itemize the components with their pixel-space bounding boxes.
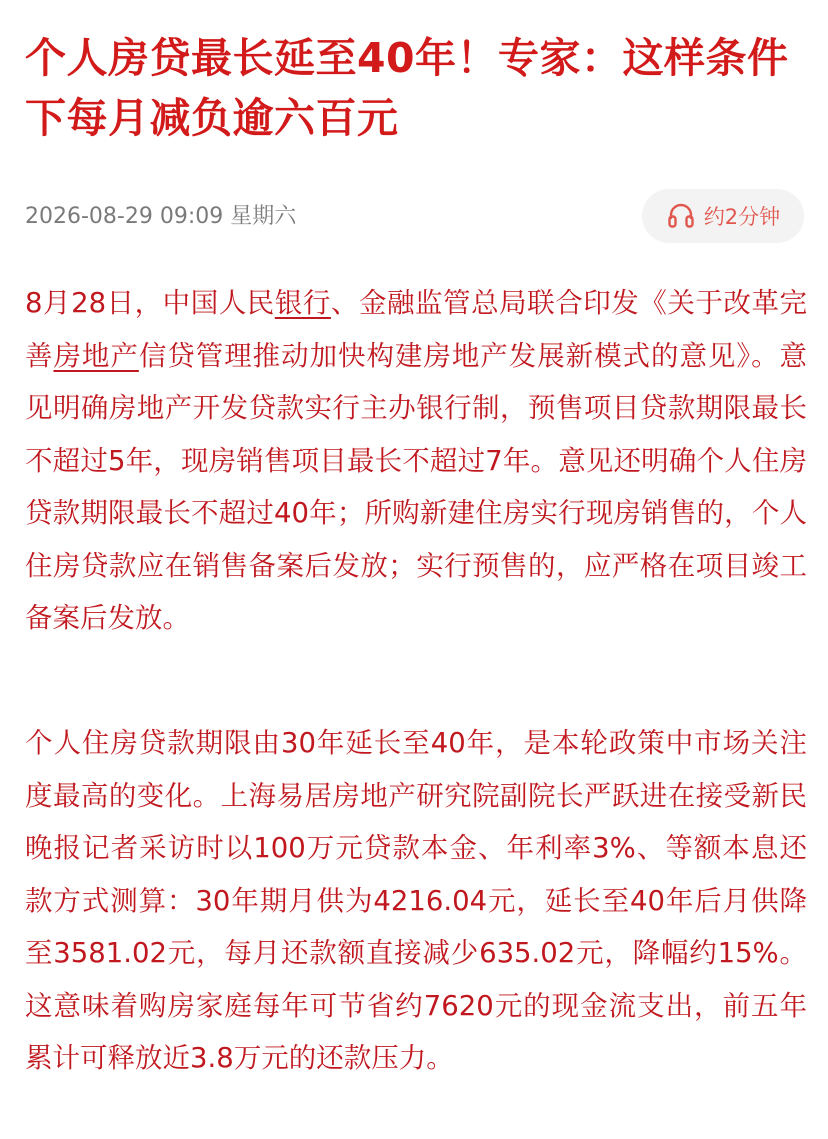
- publish-date: 2026-08-29 09:09 星期六: [25, 204, 297, 229]
- link-real-estate[interactable]: 房地产: [53, 339, 139, 372]
- headphones-icon: [666, 201, 696, 231]
- listen-audio-button[interactable]: [642, 189, 804, 243]
- link-bank[interactable]: 银行: [274, 287, 331, 319]
- paragraph-text: 信贷管理推动加快构建房地产发展新模式的意见》。意见明确房地产开发贷款实行主办银行制，预售项目贷款期限最长不超过5年，现房销售项目最长不超过7年。意见还明确个人住房贷款期限最长不超过40年；所购新建住房实行现房销售的，个人住房贷款应在销售备案后发放；实行预售的，应严格在项目竣工备案后发放。: [25, 339, 808, 634]
- audio-duration-label: 约2分钟: [703, 205, 781, 229]
- article-title: 个人房贷最长延至40年！专家：这样条件下每月减负逾六百元: [25, 34, 789, 142]
- article-paragraph-2: 个人住房贷款期限由30年延长至40年，是本轮政策中市场关注度最高的变化。上海易居房地产研究院副院长严跃进在接受新民晚报记者采访时以100万元贷款本金、年利率3%、等额本息还款方式测算：30年期月供为4216.04元，延长至40年后月供降至3581.02元，每月还款额直接减少635.02元，降幅约15%。这意味着购房家庭每年可节省约7620元的现金流支出，前五年累计可释放近3.8万元的还款压力。: [25, 727, 807, 1074]
- paragraph-text: 8月28日，中国人民: [25, 287, 275, 319]
- paragraph-text: 、金融监管总局联合印发《关于改革完善: [25, 287, 807, 372]
- article-paragraph-1: [25, 277, 807, 645]
